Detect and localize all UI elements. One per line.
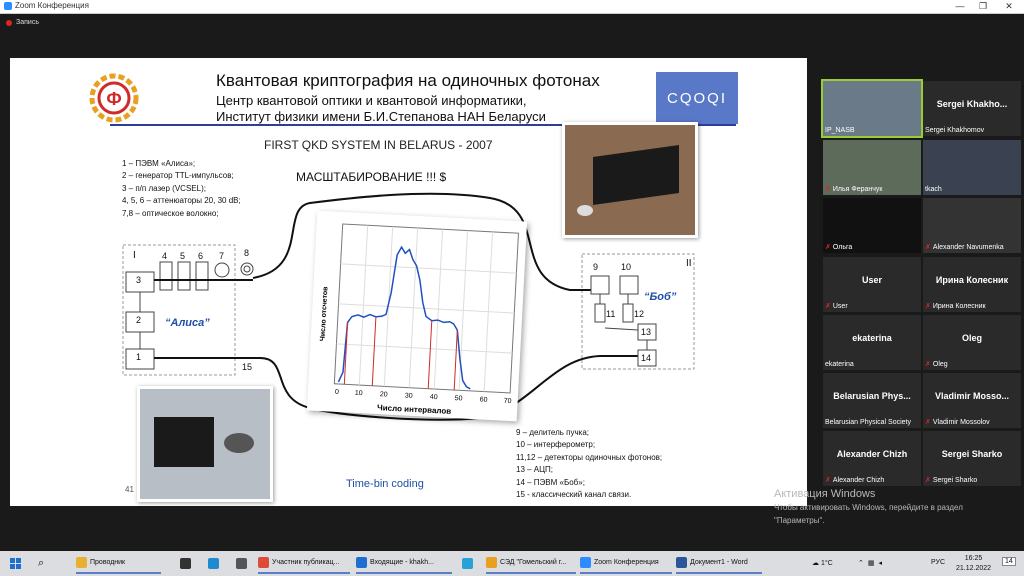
participant-name: Belarusian Phys... [833, 391, 911, 401]
watermark-title: Активация Windows [774, 488, 876, 500]
taskbar-app-label: Участник публикац... [272, 559, 340, 566]
participant-caption-text: User [832, 302, 848, 310]
interval-marker [372, 317, 376, 386]
settings-icon [236, 558, 247, 569]
windows-icon [10, 558, 22, 570]
zoom-icon [4, 2, 12, 10]
language-indicator[interactable]: РУС [931, 559, 946, 566]
edge-button[interactable] [208, 553, 219, 574]
slide-title: Квантовая криптография на одиночных фотонах [216, 71, 600, 90]
legend-item: 11,12 – детекторы одиночных фотонов; [516, 452, 663, 462]
telegram-icon [462, 558, 473, 569]
block-label: 2 [136, 315, 142, 325]
participant-name: Oleg [961, 333, 982, 343]
participant-caption-text: IP_NASB [825, 127, 855, 134]
x-tick: 10 [354, 389, 363, 398]
participant-name: ekaterina [852, 333, 892, 343]
legend-item: 10 – интерферометр; [516, 440, 596, 450]
participant-caption [825, 243, 852, 251]
taskbar-app-label: СЭД "Гомельский г... [500, 559, 567, 566]
muted-mic-icon: ✗ [925, 419, 931, 426]
muted-mic-icon: ✗ [925, 303, 931, 310]
section-bob-number: II [686, 258, 692, 269]
legend-item: 1 – ПЭВМ «Алиса»; [122, 159, 196, 168]
series-line [338, 244, 477, 389]
block-label: 12 [634, 309, 645, 319]
participant-tile[interactable] [823, 315, 921, 370]
timebin-caption: Time-bin coding [346, 478, 424, 490]
participant-tile[interactable] [923, 140, 1021, 195]
app-icon [258, 557, 269, 568]
block-label: 13 [641, 327, 652, 337]
window-title: Zoom Конференция [15, 1, 89, 10]
participant-tile[interactable] [823, 81, 921, 136]
block-5 [178, 262, 190, 290]
participant-caption-text: Oleg [932, 360, 948, 368]
block-4 [160, 262, 172, 290]
participant-caption [825, 361, 854, 368]
app-icon [486, 557, 497, 568]
legend-item: 13 – АЦП; [516, 465, 554, 475]
window-titlebar [0, 0, 1024, 14]
svg-text:Ф: Ф [106, 89, 122, 109]
participant-caption-text: ekaterina [825, 361, 854, 368]
block-6 [196, 262, 208, 290]
block-label: 9 [593, 262, 599, 272]
muted-mic-icon: ✗ [925, 244, 931, 251]
taskbar-app[interactable] [356, 553, 452, 574]
volume-icon: ◂ [878, 560, 887, 567]
tray-icons[interactable] [858, 559, 886, 567]
participant-caption [825, 302, 848, 310]
taskbar-app-label: Zoom Конференция [594, 559, 659, 566]
participant-name: Vladimir Mosso... [934, 391, 1010, 401]
block-label: 1 [136, 352, 142, 362]
store-icon [180, 558, 191, 569]
participant-caption [925, 418, 990, 426]
participant-tile[interactable] [823, 198, 921, 253]
participant-name: User [861, 275, 882, 285]
participant-caption-text: Sergei Sharko [932, 476, 978, 484]
muted-mic-icon: ✗ [825, 244, 831, 251]
participant-name: Ирина Колесник [935, 275, 1009, 285]
recording-label: Запись [16, 19, 39, 26]
app-icon [356, 557, 367, 568]
record-icon [6, 20, 12, 26]
participant-caption-text: Ирина Колесник [932, 302, 986, 310]
muted-mic-icon: ✗ [925, 477, 931, 484]
slide-heading: FIRST QKD SYSTEM IN BELARUS - 2007 [264, 138, 493, 152]
participant-tile[interactable] [823, 140, 921, 195]
block-10 [620, 276, 638, 294]
app-icon [676, 557, 687, 568]
muted-mic-icon: ✗ [825, 303, 831, 310]
participant-caption [925, 186, 942, 193]
interval-marker [454, 330, 457, 390]
weather-widget[interactable] [812, 559, 833, 567]
app-icon [76, 557, 87, 568]
participant-caption [925, 360, 948, 368]
participant-tile[interactable] [923, 257, 1021, 312]
taskbar-app-label: Документ1 - Word [690, 559, 748, 566]
participant-caption-text: Sergei Khakhomov [925, 127, 985, 134]
participant-caption [925, 127, 984, 134]
x-axis-label: Число интервалов [376, 403, 452, 416]
interval-marker [428, 321, 432, 389]
edge-icon [208, 558, 219, 569]
scaling-text: МАСШТАБИРОВАНИЕ !!! $ [296, 170, 447, 184]
block-label: 8 [244, 248, 250, 258]
participant-name: Sergei Khakho... [936, 99, 1008, 109]
taskbar-app[interactable] [580, 553, 672, 574]
x-tick: 40 [429, 393, 438, 402]
block-12 [623, 304, 633, 322]
legend-item: 9 – делитель пучка; [516, 428, 589, 437]
participant-caption-text: Vladimir Mossolov [932, 418, 990, 426]
participant-tile[interactable] [923, 315, 1021, 370]
fiber-coil-8 [241, 263, 253, 275]
participant-tile[interactable] [823, 431, 921, 486]
block-label: 7 [219, 251, 225, 261]
y-axis-label: Число отсчетов [319, 286, 330, 342]
legend-item: 7,8 – оптическое волокно; [122, 208, 219, 218]
taskbar-app[interactable] [486, 553, 576, 574]
maximize-button[interactable]: ❐ [978, 1, 988, 11]
block-11 [595, 304, 605, 322]
watermark-line: Чтобы активировать Windows, перейдите в раздел [774, 503, 963, 512]
telegram-button[interactable] [462, 553, 473, 574]
chevron-up-icon: ⌃ [858, 560, 868, 567]
network-icon: ▦ [867, 560, 879, 567]
x-tick: 0 [334, 388, 339, 397]
cloud-icon: ☁ [812, 560, 819, 567]
histogram-card [307, 211, 527, 422]
app-title [4, 1, 89, 10]
windows-taskbar [0, 551, 1024, 576]
participant-caption [925, 476, 977, 484]
channel-label: 15 [242, 362, 253, 372]
search-icon: ⌕ [38, 557, 45, 569]
start-button[interactable] [10, 553, 22, 574]
participant-tile[interactable] [923, 431, 1021, 486]
taskbar-app-label: Входящие - khakh... [370, 559, 434, 566]
block-label: 4 [162, 251, 168, 261]
x-tick: 70 [503, 397, 512, 406]
participant-caption-text: Ольга [832, 243, 853, 251]
clock-time: 16:25 [964, 555, 983, 562]
participant-caption-text: Alexander Chizh [832, 476, 885, 484]
slide-subtitle-2: Институт физики имени Б.И.Степанова НАН Беларуси [216, 109, 546, 124]
close-button[interactable]: ✕ [1005, 1, 1013, 11]
notification-button[interactable]: 14 [1002, 557, 1016, 566]
block-label: 6 [198, 251, 204, 261]
participant-caption [825, 419, 911, 426]
participant-caption [925, 243, 1004, 251]
settings-button[interactable] [236, 553, 247, 574]
participant-caption [925, 302, 986, 310]
participant-caption [825, 476, 884, 484]
participant-tile[interactable] [823, 373, 921, 428]
block-label: 14 [641, 353, 652, 363]
participant-name: Sergei Sharko [941, 449, 1003, 459]
clock[interactable] [956, 554, 991, 574]
participant-caption-text: Илья Феранчук [832, 185, 883, 193]
section-alice-number: I [133, 250, 136, 261]
legend-item: 15 - классический канал связи. [516, 490, 632, 500]
legend-item: 14 – ПЭВМ «Боб»; [516, 477, 585, 487]
watermark-line: "Параметры". [774, 516, 825, 525]
legend-item: 3 – п/п лазер (VCSEL); [122, 183, 206, 193]
taskbar-app-label: Проводник [90, 559, 126, 566]
slide-subtitle-1: Центр квантовой оптики и квантовой информатики, [216, 93, 527, 108]
clock-date: 21.12.2022 [956, 565, 992, 572]
block-label: 11 [606, 309, 616, 319]
muted-mic-icon: ✗ [825, 186, 831, 193]
participant-tile[interactable] [923, 373, 1021, 428]
participant-tile[interactable] [923, 81, 1021, 136]
recording-indicator[interactable] [6, 19, 39, 26]
x-tick: 20 [379, 391, 388, 399]
x-tick: 50 [454, 395, 463, 403]
block-label: 3 [136, 275, 142, 285]
participant-caption-text: tkach [925, 186, 942, 193]
legend-item: 4, 5, 6 – аттенюаторы 20, 30 dB; [122, 196, 241, 206]
taskbar-app[interactable] [258, 553, 350, 574]
participant-caption [825, 127, 855, 134]
shared-slide [10, 58, 807, 506]
participant-caption-text: Belarusian Physical Society [825, 419, 911, 426]
participant-caption [825, 185, 882, 193]
participant-caption-text: Alexander Navumenka [932, 243, 1004, 251]
block-label: 5 [180, 251, 186, 261]
muted-mic-icon: ✗ [925, 361, 931, 368]
participant-name: Alexander Chizh [836, 449, 908, 459]
grid [334, 224, 518, 393]
legend-item: 2 – генератор TTL-импульсов; [122, 171, 234, 181]
alice-label: “Алиса” [165, 317, 210, 329]
block-label: 10 [621, 262, 632, 272]
x-tick: 60 [479, 396, 488, 404]
cqoqi-logo: CQOQI [656, 72, 738, 124]
x-tick: 30 [404, 392, 413, 400]
histogram-chart [307, 211, 527, 422]
participant-tile[interactable] [923, 198, 1021, 253]
store-button[interactable] [180, 553, 191, 574]
slide-number: 41 [125, 485, 134, 494]
windows-activation-watermark [774, 488, 963, 526]
participant-tile[interactable] [823, 257, 921, 312]
fiber-coil-7 [215, 263, 229, 277]
taskbar-app[interactable] [76, 553, 161, 574]
muted-mic-icon: ✗ [825, 477, 831, 484]
legend-right [516, 427, 662, 501]
taskbar-app[interactable] [676, 553, 762, 574]
block-9 [591, 276, 609, 294]
app-icon [580, 557, 591, 568]
weather-temp: 1°C [820, 560, 833, 567]
bob-label: “Боб” [644, 291, 677, 303]
minimize-button[interactable]: — [955, 1, 965, 11]
search-button[interactable] [38, 553, 44, 574]
